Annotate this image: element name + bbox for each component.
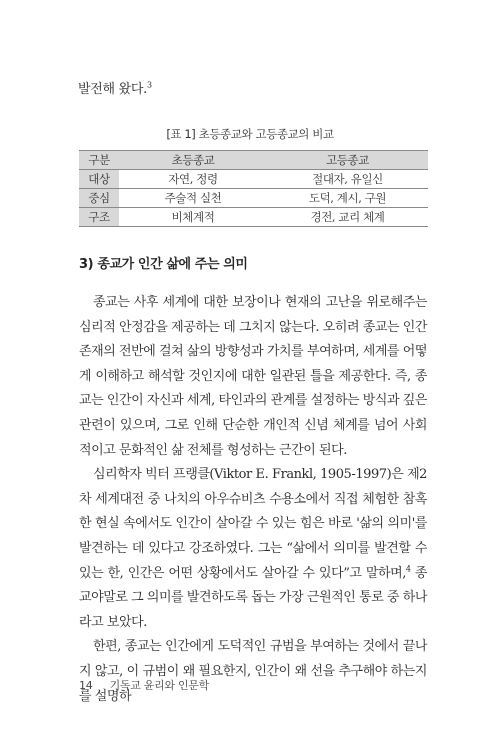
table-cell: 주술적 실천	[119, 189, 267, 208]
page-number: 14	[79, 679, 93, 692]
table-row	[79, 170, 428, 189]
paragraph: 한편, 종교는 인간에게 도덕적인 규범을 부여하는 것에서 끝나지 않고, 이 규범이 왜 필요한지, 인간이 왜 선을 추구해야 하는지를 설명하	[79, 639, 427, 704]
paragraph: 종교는 사후 세계에 대한 보장이나 현재의 고난을 위로해주는 심리적 안정감을 제공하는 데 그치지 않는다. 오히려 종교는 인간 존재의 전반에 걸쳐 삶의 방향성과 가치를 부여하며, 세계를 어떻게 이해하고 해석할 것인지에 대한 일관된 틀을 제공한다. 즉, 종교는 인간이 자신과 세계, 타인과의 관계를 설정하는 방식과 깊은 관련이 있으며, 그로 인해 단순한 개인적 신념 체계를 넘어 사회적이고 문화적인 삶 전체를 형성하는 근간이 된다.	[79, 295, 427, 458]
paragraph	[79, 463, 427, 635]
table-header-cell: 구분	[79, 151, 119, 170]
running-title: 기독교 윤리와 인문학	[109, 679, 209, 692]
continuation-text: 발전해 왔다.	[78, 82, 147, 97]
table-row	[79, 189, 428, 208]
body-text	[79, 291, 427, 709]
table-row-key: 대상	[79, 170, 119, 189]
table-row	[79, 208, 428, 227]
page-footer	[79, 677, 209, 693]
footnote-marker: 4	[405, 564, 411, 574]
footnote-marker: 3	[146, 80, 152, 90]
section-heading: 3) 종교가 인간 삶에 주는 의미	[79, 257, 248, 272]
table-cell: 경전, 교리 체계	[267, 208, 428, 227]
table-row-key: 중심	[79, 189, 119, 208]
comparison-table	[79, 150, 428, 227]
paragraph-text: 심리학자 빅터 프랭클(Viktor E. Frankl, 1905-1997)은 제2차 세계대전 중 나치의 아우슈비츠 수용소에서 직접 체험한 참혹한 현실 속에서도 인간이 살아갈 수 있는 힘은 바로 '삶의 의미'를 발견하는 데 있다고 강조하였다. 그는 “삶에서 의미를 발견할 수 있는 한, 인간은 어떤 상황에서도 살아갈 수 있다”고 말하며,	[79, 467, 427, 581]
table-cell: 도덕, 계시, 구원	[267, 189, 428, 208]
table-row-key: 구조	[79, 208, 119, 227]
table-header-cell: 고등종교	[267, 151, 428, 170]
table-header-row	[79, 151, 428, 170]
table-cell: 비체계적	[119, 208, 267, 227]
continuation-line	[78, 78, 152, 97]
table-cell: 절대자, 유일신	[267, 170, 428, 189]
table-caption: [표 1] 초등종교와 고등종교의 비교	[166, 127, 334, 141]
paragraph-text: 종교야말로 그 의미를 발견하도록 돕는 가장 근원적인 통로 중 하나라고 보았다.	[79, 565, 427, 630]
table-cell: 자연, 정령	[119, 170, 267, 189]
table-header-cell: 초등종교	[119, 151, 267, 170]
